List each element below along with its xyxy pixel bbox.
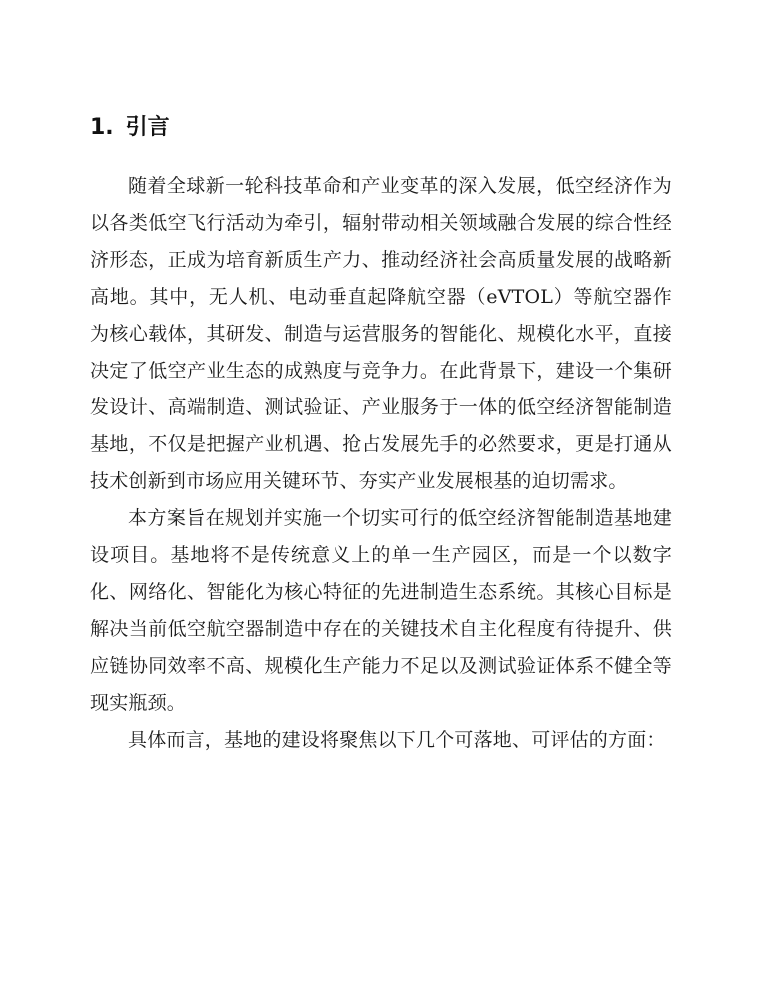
- paragraph-focus-areas: 具体而言，基地的建设将聚焦以下几个可落地、可评估的方面：: [128, 728, 666, 751]
- section-title: 引言: [125, 115, 170, 140]
- paragraph-intro: 随着全球新一轮科技革命和产业变革的深入发展，低空经济作为以各类低空飞行活动为牵引，辐射带动相关领域融合发展的综合性经济形态，正成为培育新质生产力、推动经济社会高质量发展的战略新高地。其中，无人机、电动垂直起降航空器（eVTOL）等航空器作为核心载体，其研发、制造与运营服务的智能化、规模化水平，直接决定了低空产业生态的成熟度与竞争力。在此背景下，建设一个集研发设计、高端制造、测试验证、产业服务于一体的低空经济智能制造基地，不仅是把握产业机遇、抢占发展先手的必然要求，更是打通从技术创新到市场应用关键环节、夯实产业发展根基的迫切需求。: [90, 175, 672, 493]
- body-text: [90, 168, 672, 759]
- section-heading: [90, 113, 170, 143]
- paragraph-plan-goal: 本方案旨在规划并实施一个切实可行的低空经济智能制造基地建设项目。基地将不是传统意义上的单一生产园区，而是一个以数字化、网络化、智能化为核心特征的先进制造生态系统。其核心目标是解决当前低空航空器制造中存在的关键技术自主化程度有待提升、供应链协同效率不高、规模化生产能力不足以及测试验证体系不健全等现实瓶颈。: [90, 507, 672, 714]
- section-number: 1.: [90, 115, 114, 140]
